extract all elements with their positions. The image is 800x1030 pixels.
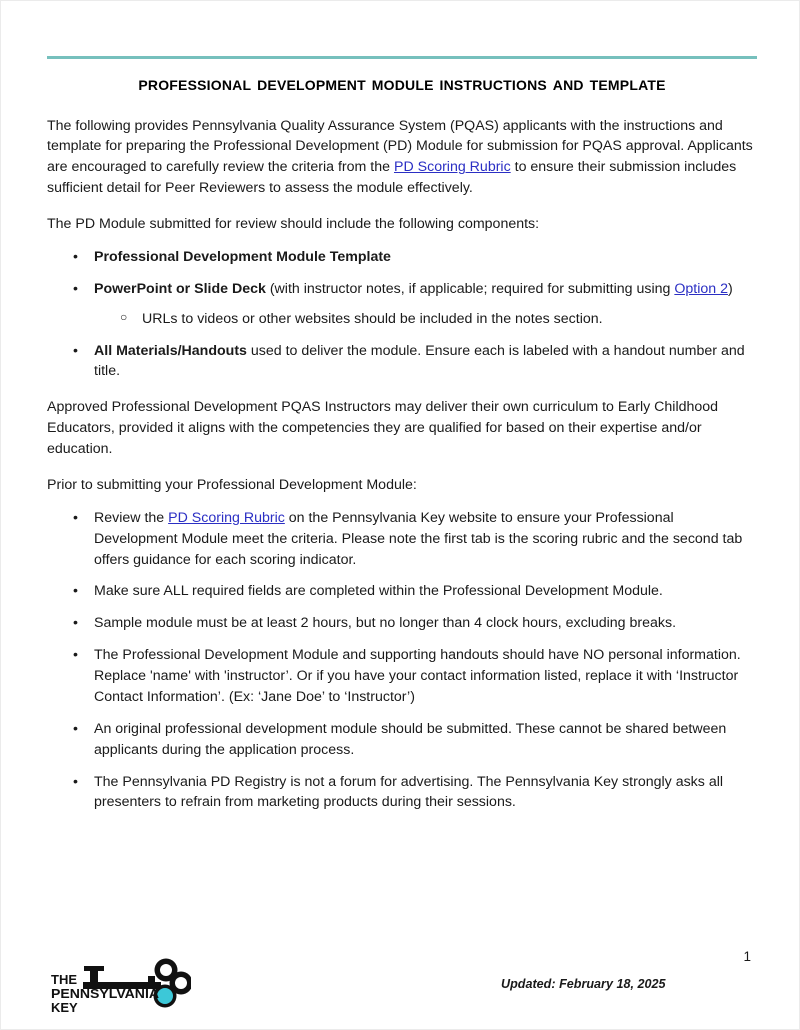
list-item — [47, 772, 757, 814]
approved-instructors-paragraph: Approved Professional Development PQAS Instructors may deliver their own curriculum to Early Childhood Educators, provided it aligns with the competencies they are qualified for based on their expertise and/or education. — [47, 399, 719, 458]
components-lead-in: The PD Module submitted for review should include the following components: — [47, 216, 540, 233]
list-item — [47, 613, 757, 634]
bullet-disc-icon: • — [73, 280, 78, 297]
page-title: professional development module instructions and template — [138, 72, 666, 95]
bullet-disc-icon: • — [73, 615, 78, 632]
component-template-label: Professional Development Module Template — [94, 248, 391, 265]
bullet-disc-icon: • — [73, 342, 78, 359]
prior-bullet-3-text: Sample module must be at least 2 hours, but no longer than 4 clock hours, excluding breaks. — [94, 615, 677, 632]
logo-line-1: THE — [51, 972, 77, 987]
prior-bullet-2-text: Make sure ALL required fields are completed within the Professional Development Module. — [94, 583, 663, 600]
list-item — [47, 341, 757, 383]
component-materials-text: used to deliver the module. Ensure each is labeled with a handout number and title. — [94, 342, 745, 380]
component-slidedeck-label: PowerPoint or Slide Deck — [94, 280, 266, 297]
page-number: 1 — [743, 949, 751, 964]
bullet-disc-icon: • — [73, 720, 78, 737]
pd-scoring-rubric-link[interactable]: PD Scoring Rubric — [393, 159, 511, 176]
list-item — [47, 645, 757, 708]
bullet-circle-icon: ○ — [120, 309, 128, 324]
intro-paragraph — [47, 116, 757, 200]
list-item — [94, 309, 757, 330]
list-item — [47, 247, 757, 268]
prior-bullet-4-text: The Professional Development Module and supporting handouts should have NO personal information. Replace 'name' with 'instructor’. Or if you have your contact information listed, replace it with ‘Instructor Contact Information’. (Ex: ‘Jane Doe’ to ‘Instructor’) — [94, 647, 741, 705]
prior-bullet-6-text: The Pennsylvania PD Registry is not a forum for advertising. The Pennsylvania Key strongly asks all presenters to refrain from marketing products during their sessions. — [94, 773, 724, 811]
updated-date: Updated: February 18, 2025 — [501, 977, 666, 991]
list-item — [47, 279, 757, 330]
list-item — [47, 719, 757, 761]
component-urls-note: URLs to videos or other websites should be included in the notes section. — [142, 310, 603, 327]
prior-bullet-1-text-before-link: Review the — [94, 509, 169, 526]
prior-submission-list — [47, 508, 757, 814]
component-slidedeck-text-after-link: ) — [728, 280, 733, 297]
pennsylvania-key-logo — [51, 956, 191, 1018]
components-sub-list — [94, 309, 757, 330]
option-2-link[interactable]: Option 2 — [674, 280, 728, 297]
title-divider-rule — [47, 56, 757, 59]
pd-scoring-rubric-link[interactable]: PD Scoring Rubric — [168, 509, 285, 526]
intro-text-after-link: to ensure their submission includes sufficient detail for Peer Reviewers to assess the module effectively. — [47, 159, 737, 197]
bullet-disc-icon: • — [73, 509, 78, 526]
bullet-disc-icon: • — [73, 773, 78, 790]
bullet-disc-icon: • — [73, 248, 78, 265]
list-item — [47, 581, 757, 602]
prior-bullet-5-text: An original professional development module should be submitted. These cannot be shared between applicants during the application process. — [94, 720, 727, 758]
prior-bullet-1-text-after-link: on the Pennsylvania Key website to ensure your Professional Development Module meet the criteria. Please note the first tab is the scoring rubric and the second tab offers guidance for each scoring indicator. — [94, 509, 743, 568]
component-materials-label: All Materials/Handouts — [94, 342, 247, 359]
prior-submission-lead-in: Prior to submitting your Professional Development Module: — [47, 476, 417, 493]
bullet-disc-icon: • — [73, 647, 78, 664]
component-slidedeck-text-before-link: (with instructor notes, if applicable; required for submitting using — [265, 280, 675, 297]
key-logo-icon — [51, 956, 191, 1018]
logo-line-2: PENNSYLVANIA — [51, 986, 160, 1001]
components-list — [47, 247, 757, 382]
document-body — [47, 1, 757, 813]
intro-text-before-link: The following provides Pennsylvania Quality Assurance System (PQAS) applicants with the instructions and template for preparing the Professional Development (PD) Module for submission for PQAS approval. Applicants are encouraged to carefully review the criteria from the — [47, 117, 753, 176]
list-item — [47, 508, 757, 571]
logo-line-3: KEY — [51, 1000, 78, 1015]
bullet-disc-icon: • — [73, 583, 78, 600]
